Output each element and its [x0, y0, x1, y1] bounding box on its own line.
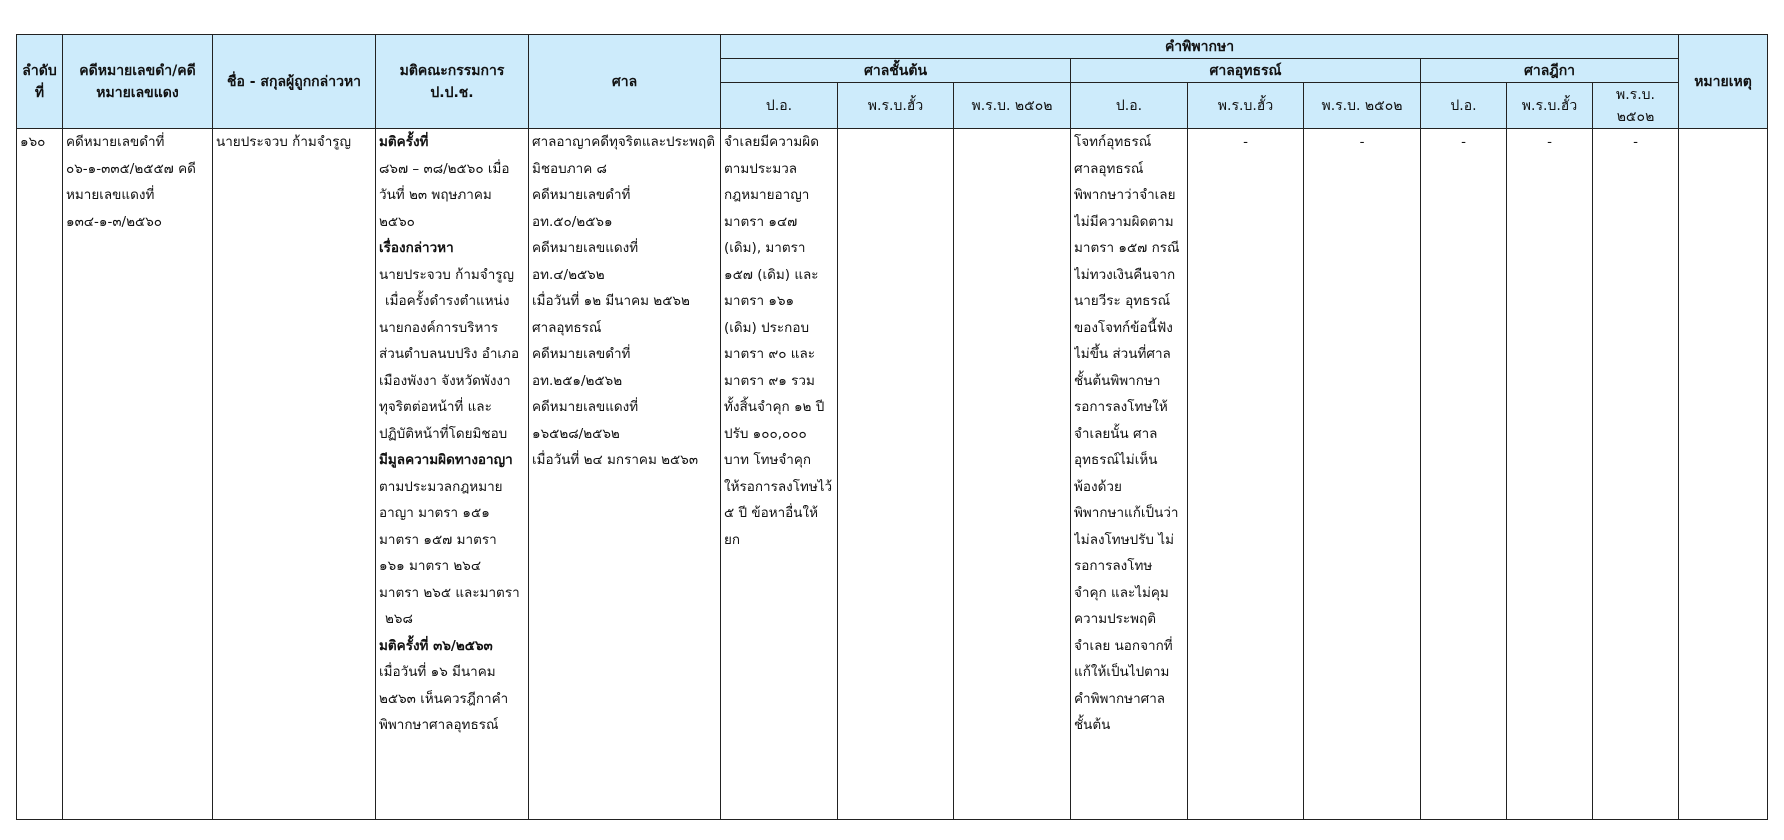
verdict-line: ไม่มีความผิดตาม — [1074, 213, 1174, 230]
header-first-bid-act: พ.ร.บ.ฮั้ว — [838, 83, 954, 129]
header-nacc-resolution: มติคณะกรรมการป.ป.ช. — [376, 35, 529, 129]
resolution-line: มติครั้งที่ — [379, 134, 429, 150]
resolution-line: ๒๕๖๓ เห็นควรฎีกาคำ — [379, 690, 509, 707]
verdict-line: รอการลงโทษ — [1074, 558, 1153, 574]
verdict-line: มาตรา ๙๐ และ — [724, 346, 816, 362]
court-line: มิชอบภาค ๘ — [532, 160, 607, 177]
resolution-line: เมื่อครั้งดำรงตำแหน่ง — [385, 293, 510, 309]
verdict-line: จำเลยมีความผิด — [724, 134, 819, 150]
court-line: คดีหมายเลขแดงที่ — [532, 399, 639, 415]
verdict-line: อุทธรณ์ไม่เห็น — [1074, 452, 1158, 468]
verdict-line: ไม่ทวงเงินคืนจาก — [1074, 266, 1176, 283]
court-line: เมื่อวันที่ ๑๒ มีนาคม ๒๕๖๒ — [532, 293, 690, 309]
row-appeal-penal-code-verdict — [1071, 129, 1188, 820]
verdict-line: จำเลย นอกจากที่ — [1074, 637, 1173, 654]
header-first-penal-code: ป.อ. — [721, 83, 838, 129]
row-appeal-act-2502: - — [1304, 129, 1421, 820]
resolution-line: ๘๖๗ – ๓๘/๒๕๖๐ เมื่อ — [379, 160, 510, 177]
header-remark: หมายเหตุ — [1679, 35, 1768, 129]
row-accused-name: นายประจวบ ก้ามจำรูญ — [213, 129, 376, 820]
header-judgment: คำพิพากษา — [721, 35, 1679, 59]
verdict-line: จำเลยนั้น ศาล — [1074, 425, 1158, 442]
row-nacc-resolution — [376, 129, 529, 820]
verdict-line: มาตรา ๑๖๑ — [724, 293, 795, 309]
resolution-line: ปฏิบัติหน้าที่โดยมิชอบ — [379, 425, 508, 442]
resolution-line: เมืองพังงา จังหวัดพังงา — [379, 372, 511, 389]
resolution-line: อาญา มาตรา ๑๕๑ — [379, 505, 490, 521]
header-court: ศาล — [529, 35, 721, 129]
resolution-line: มติครั้งที่ ๓๖/๒๕๖๓ — [379, 637, 493, 654]
verdict-line: ไม่ขึ้น ส่วนที่ศาล — [1074, 346, 1171, 362]
row-appeal-bid-act: - — [1188, 129, 1304, 820]
header-first-act-2502: พ.ร.บ. ๒๕๐๒ — [954, 83, 1071, 129]
resolution-line: เมื่อวันที่ ๑๖ มีนาคม — [379, 664, 496, 680]
header-appeal-penal-code: ป.อ. — [1071, 83, 1188, 129]
court-line: ศาลอุทธรณ์ — [532, 319, 602, 336]
resolution-line: มีมูลความผิดทางอาญา — [379, 452, 513, 468]
verdict-line: จำคุก และไม่คุม — [1074, 584, 1169, 601]
verdict-line: มาตรา ๙๑ รวม — [724, 372, 815, 389]
row-supreme-bid-act: - — [1507, 129, 1593, 820]
verdict-line: โจทก์อุทธรณ์ — [1074, 134, 1152, 150]
verdict-line: ชั้นต้น — [1074, 717, 1111, 733]
resolution-line: ส่วนตำบลนบปริง อำเภอ — [379, 346, 520, 362]
row-first-bid-act — [838, 129, 954, 820]
resolution-line: พิพากษาศาลอุทธรณ์ — [379, 717, 499, 733]
verdict-line: บาท โทษจำคุก — [724, 452, 812, 468]
court-line: คดีหมายเลขดำที่ — [532, 346, 631, 362]
court-line: คดีหมายเลขแดงที่ — [532, 240, 639, 256]
verdict-line: ปรับ ๑๐๐,๐๐๐ — [724, 425, 807, 442]
verdict-line: กฎหมายอาญา — [724, 187, 810, 203]
verdict-line: แก้ให้เป็นไปตาม — [1074, 664, 1170, 680]
resolution-line: มาตรา ๑๕๗ มาตรา — [379, 531, 497, 548]
verdict-line: คำพิพากษาศาล — [1074, 690, 1166, 707]
verdict-line: ทั้งสิ้นจำคุก ๑๒ ปี — [724, 399, 825, 415]
court-line: อท.๕๐/๒๕๖๑ — [532, 213, 613, 230]
verdict-line: ความประพฤติ — [1074, 611, 1157, 627]
header-supreme-bid-act: พ.ร.บ.ฮั้ว — [1507, 83, 1593, 129]
verdict-line: ๑๕๗ (เดิม) และ — [724, 266, 819, 283]
court-line: คดีหมายเลขดำที่ — [532, 187, 631, 203]
row-case-number: คดีหมายเลขดำที่ ๐๖-๑-๓๓๕/๒๕๕๗ คดีหมายเลขแดงที่ ๑๓๔-๑-๓/๒๕๖๐ — [63, 129, 213, 820]
table-row — [17, 129, 1768, 820]
court-line: เมื่อวันที่ ๒๔ มกราคม ๒๕๖๓ — [532, 452, 699, 468]
header-supreme-penal-code: ป.อ. — [1421, 83, 1507, 129]
verdict-line: มาตรา ๑๕๗ กรณี — [1074, 240, 1180, 256]
row-first-penal-code-verdict — [721, 129, 838, 820]
row-court-details — [529, 129, 721, 820]
verdict-line: นายวีระ อุทธรณ์ — [1074, 293, 1171, 309]
verdict-line: ๕ ปี ข้อหาอื่นให้ — [724, 505, 819, 521]
resolution-line: วันที่ ๒๓ พฤษภาคม — [379, 187, 492, 203]
verdict-line: รอการลงโทษให้ — [1074, 399, 1168, 415]
court-line: อท.๔/๒๕๖๒ — [532, 266, 605, 283]
header-supreme-court: ศาลฎีกา — [1421, 59, 1679, 83]
header-accused-name: ชื่อ - สกุลผู้ถูกกล่าวหา — [213, 35, 376, 129]
verdict-line: พิพากษาแก้เป็นว่า — [1074, 505, 1179, 521]
verdict-line: มาตรา ๑๔๗ — [724, 213, 798, 230]
resolution-line: ๒๕๖๐ — [379, 213, 415, 230]
header-no: ลำดับที่ — [17, 35, 63, 129]
verdict-line: ไม่ลงโทษปรับ ไม่ — [1074, 531, 1174, 548]
header-appeal-bid-act: พ.ร.บ.ฮั้ว — [1188, 83, 1304, 129]
court-line: อท.๒๕๑/๒๕๖๒ — [532, 372, 623, 389]
resolution-line: นายประจวบ ก้ามจำรูญ — [379, 266, 515, 283]
resolution-line: ตามประมวลกฎหมาย — [379, 478, 503, 495]
row-supreme-act-2502: - — [1593, 129, 1679, 820]
row-number: ๑๖๐ — [17, 129, 63, 820]
verdict-line: พ้องด้วย — [1074, 478, 1122, 495]
verdict-line: ให้รอการลงโทษไว้ — [724, 478, 833, 495]
resolution-line: นายกองค์การบริหาร — [379, 319, 499, 336]
header-appeal-court: ศาลอุทธรณ์ — [1071, 59, 1421, 83]
resolution-line: มาตรา ๒๖๕ และมาตรา — [379, 584, 520, 601]
verdict-line: (เดิม) ประกอบ — [724, 319, 810, 336]
header-supreme-act-2502: พ.ร.บ. ๒๕๐๒ — [1593, 83, 1679, 129]
judgment-table — [16, 34, 1768, 820]
resolution-line: ทุจริตต่อหน้าที่ และ — [379, 399, 492, 415]
row-supreme-penal-code: - — [1421, 129, 1507, 820]
header-case-number: คดีหมายเลขดำ/คดีหมายเลขแดง — [63, 35, 213, 129]
verdict-line: ศาลอุทธรณ์ — [1074, 160, 1144, 177]
verdict-line: พิพากษาว่าจำเลย — [1074, 187, 1176, 203]
verdict-line: ตามประมวล — [724, 160, 798, 177]
verdict-line: ยก — [724, 531, 741, 548]
header-appeal-act-2502: พ.ร.บ. ๒๕๐๒ — [1304, 83, 1421, 129]
verdict-line: (เดิม), มาตรา — [724, 240, 806, 256]
court-line: ศาลอาญาคดีทุจริตและประพฤติ — [532, 134, 715, 150]
resolution-line: ๑๖๑ มาตรา ๒๖๔ — [379, 558, 482, 574]
resolution-line: ๒๖๘ — [385, 611, 413, 627]
resolution-line: เรื่องกล่าวหา — [379, 240, 454, 256]
verdict-line: ชั้นต้นพิพากษา — [1074, 372, 1161, 389]
row-remark — [1679, 129, 1768, 820]
court-line: ๑๖๕๒๘/๒๕๖๒ — [532, 425, 620, 442]
header-first-instance-court: ศาลชั้นต้น — [721, 59, 1071, 83]
row-first-act-2502 — [954, 129, 1071, 820]
verdict-line: ของโจทก์ข้อนี้ฟัง — [1074, 319, 1173, 336]
